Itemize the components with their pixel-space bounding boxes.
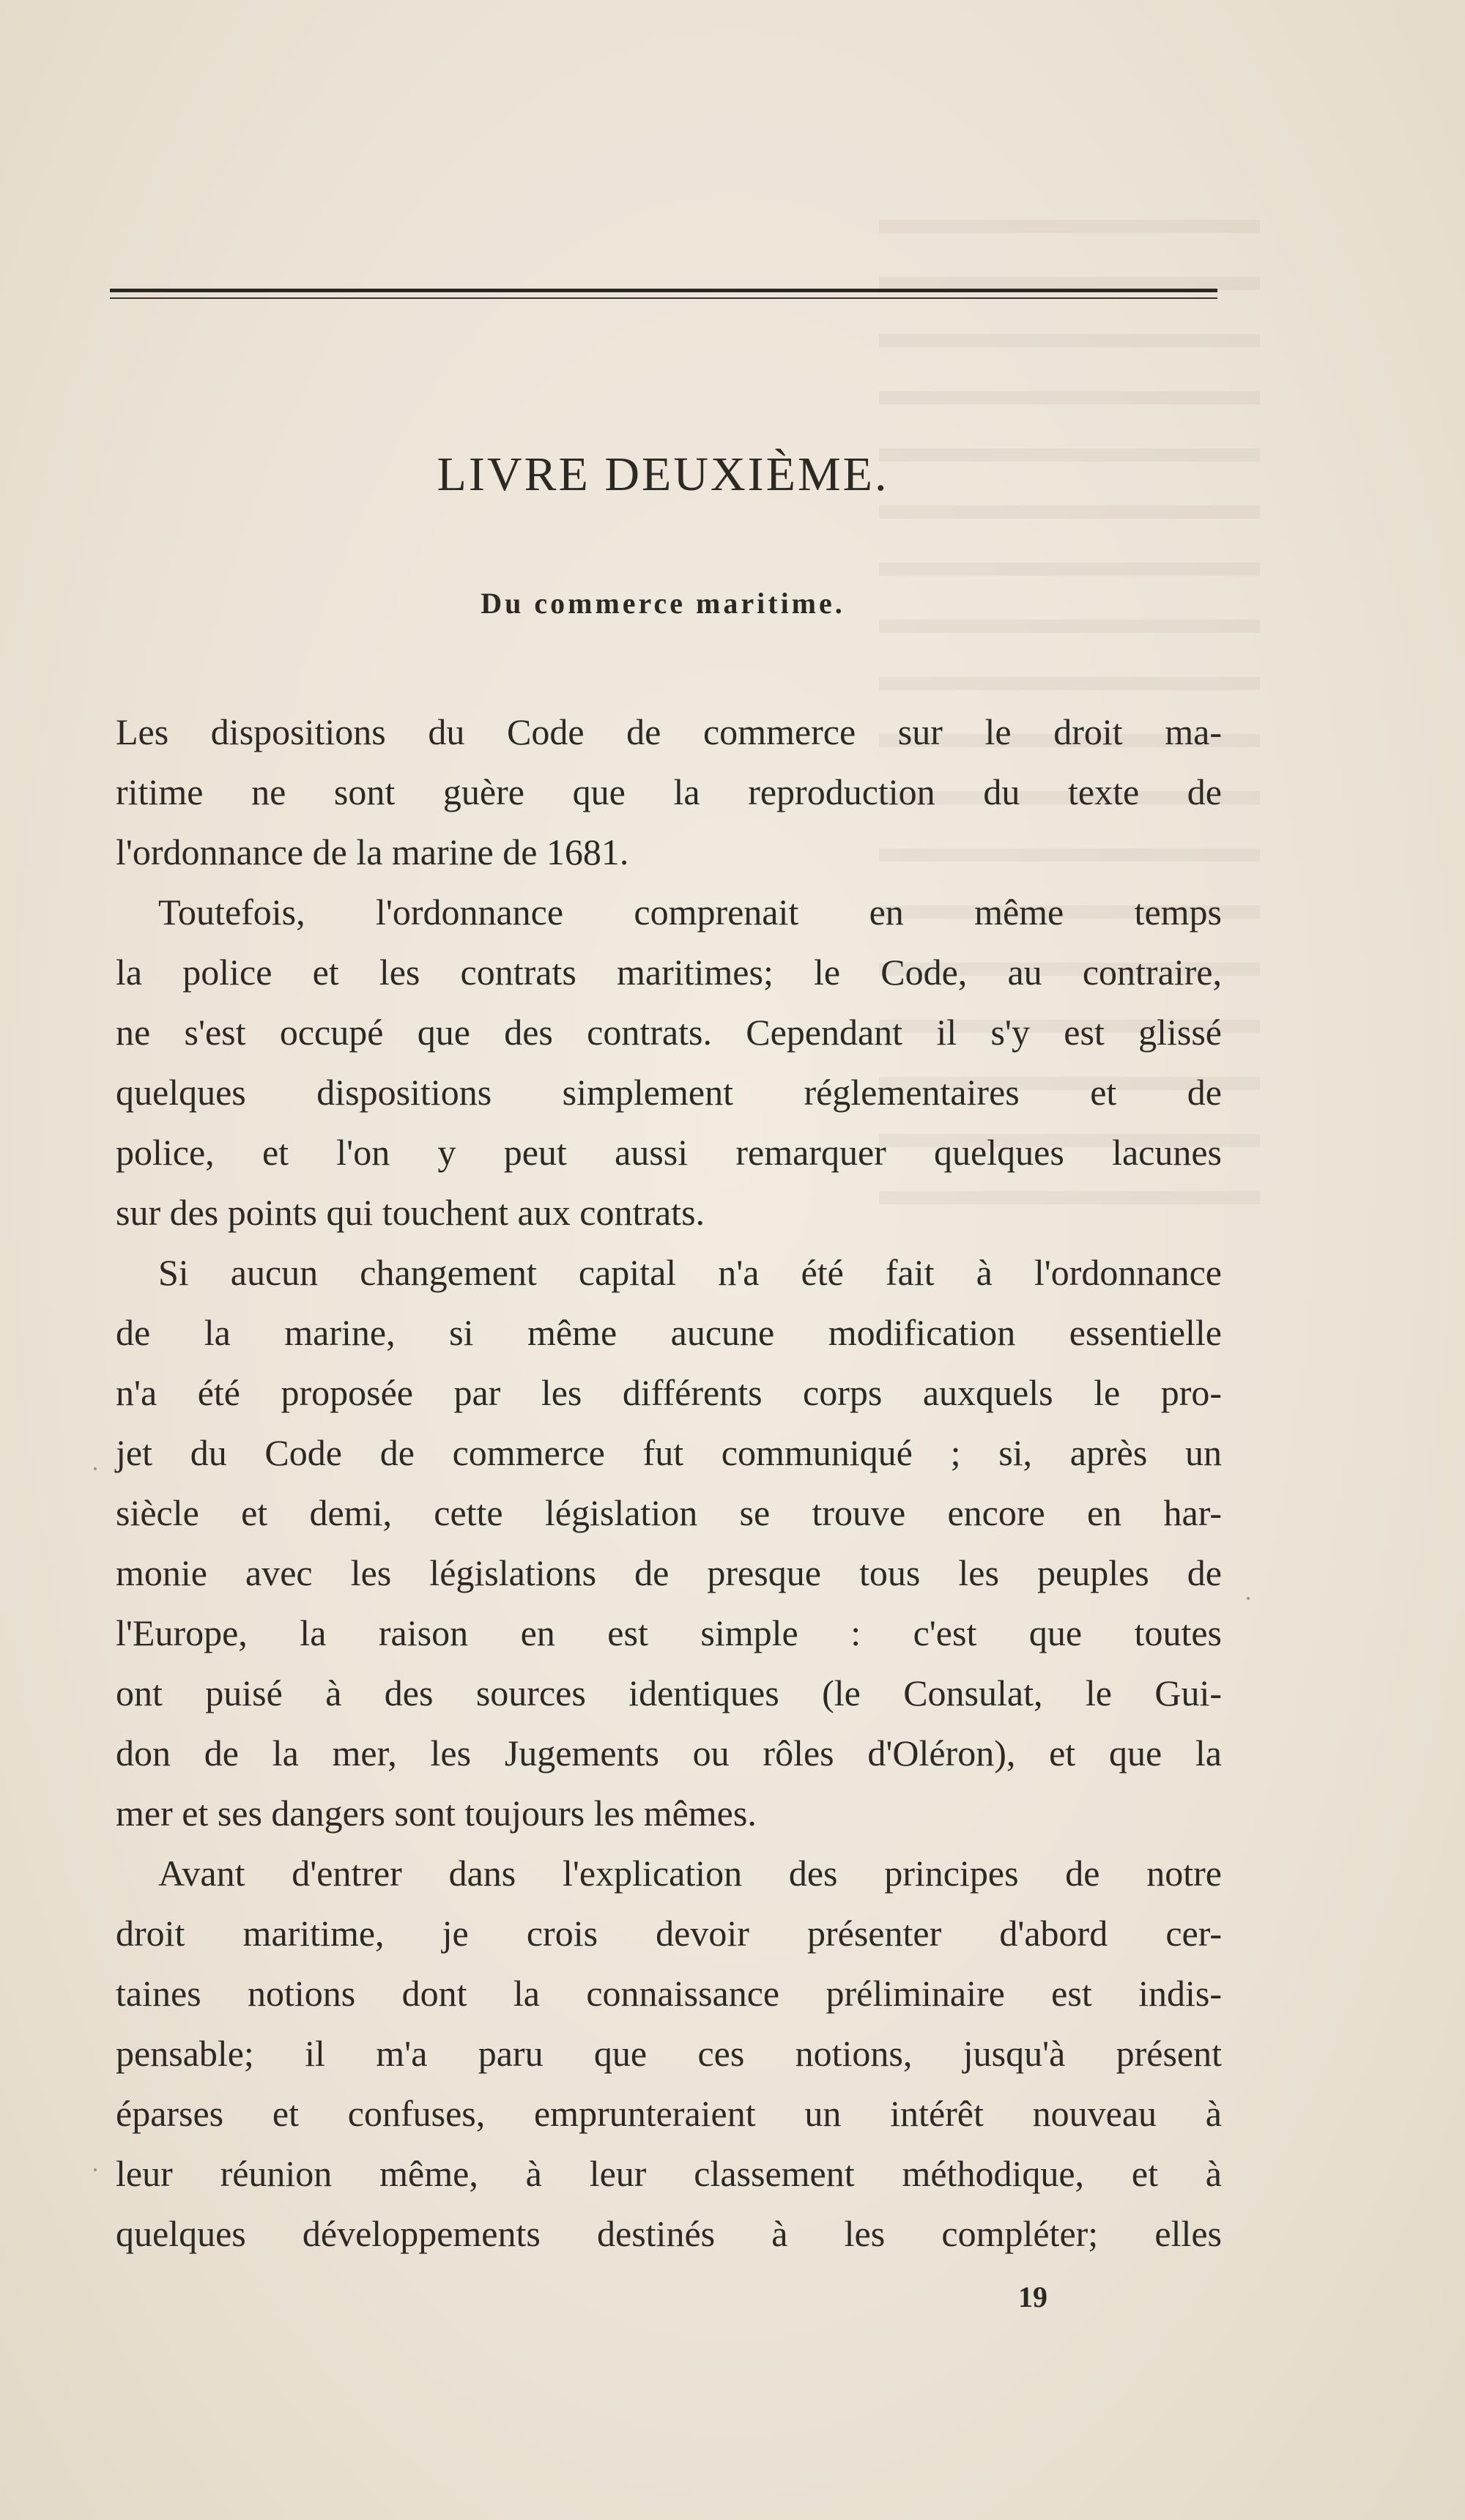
text-line: siècle et demi, cette législation se trouve encore en har- bbox=[116, 1492, 1222, 1533]
text-line: taines notions dont la connaissance préliminaire est indis- bbox=[116, 1973, 1222, 2014]
text-line: Si aucun changement capital n'a été fait à l'ordonnance bbox=[158, 1252, 1222, 1293]
text-line: n'a été proposée par les différents corps auxquels le pro- bbox=[116, 1372, 1222, 1413]
paper-speck bbox=[94, 1467, 97, 1470]
text-line: l'Europe, la raison en est simple : c'est que toutes bbox=[116, 1612, 1222, 1653]
text-line: Avant d'entrer dans l'explication des principes de notre bbox=[158, 1853, 1222, 1894]
text-line: Les dispositions du Code de commerce sur le droit ma- bbox=[116, 711, 1222, 752]
text-line: quelques développements destinés à les compléter; elles bbox=[116, 2213, 1222, 2254]
text-line: la police et les contrats maritimes; le Code, au contraire, bbox=[116, 952, 1222, 993]
text-line: Toutefois, l'ordonnance comprenait en même temps bbox=[158, 892, 1222, 933]
text-line: sur des points qui touchent aux contrats. bbox=[116, 1192, 705, 1233]
text-line: éparses et confuses, emprunteraient un intérêt nouveau à bbox=[116, 2093, 1222, 2134]
text-line: monie avec les législations de presque tous les peuples de bbox=[116, 1552, 1222, 1593]
text-line: leur réunion même, à leur classement méthodique, et à bbox=[116, 2153, 1222, 2194]
text-line: ne s'est occupé que des contrats. Cependant il s'y est glissé bbox=[116, 1012, 1222, 1053]
text-line: pensable; il m'a paru que ces notions, jusqu'à présent bbox=[116, 2033, 1222, 2074]
book-title: LIVRE DEUXIÈME. bbox=[437, 448, 889, 501]
page-number: 19 bbox=[1018, 2280, 1047, 2313]
paper-speck bbox=[1247, 1597, 1250, 1600]
text-line: ont puisé à des sources identiques (le Consulat, le Gui- bbox=[116, 1672, 1222, 1713]
text-line: ritime ne sont guère que la reproduction du texte de bbox=[116, 771, 1222, 812]
text-line: droit maritime, je crois devoir présenter d'abord cer- bbox=[116, 1913, 1222, 1954]
header-rule-thick bbox=[110, 289, 1217, 292]
text-line: quelques dispositions simplement réglementaires et de bbox=[116, 1072, 1222, 1113]
paper-speck bbox=[94, 2168, 97, 2171]
text-line: l'ordonnance de la marine de 1681. bbox=[116, 831, 629, 872]
text-line: de la marine, si même aucune modification essentielle bbox=[116, 1312, 1222, 1353]
header-rule-thin bbox=[110, 297, 1217, 299]
text-line: jet du Code de commerce fut communiqué ; si, après un bbox=[116, 1432, 1222, 1473]
text-line: police, et l'on y peut aussi remarquer quelques lacunes bbox=[116, 1132, 1222, 1173]
text-line: don de la mer, les Jugements ou rôles d'Oléron), et que la bbox=[116, 1732, 1222, 1774]
chapter-subtitle: Du commerce maritime. bbox=[481, 587, 845, 620]
text-line: mer et ses dangers sont toujours les mêmes. bbox=[116, 1793, 757, 1834]
body-text bbox=[116, 702, 1222, 2264]
